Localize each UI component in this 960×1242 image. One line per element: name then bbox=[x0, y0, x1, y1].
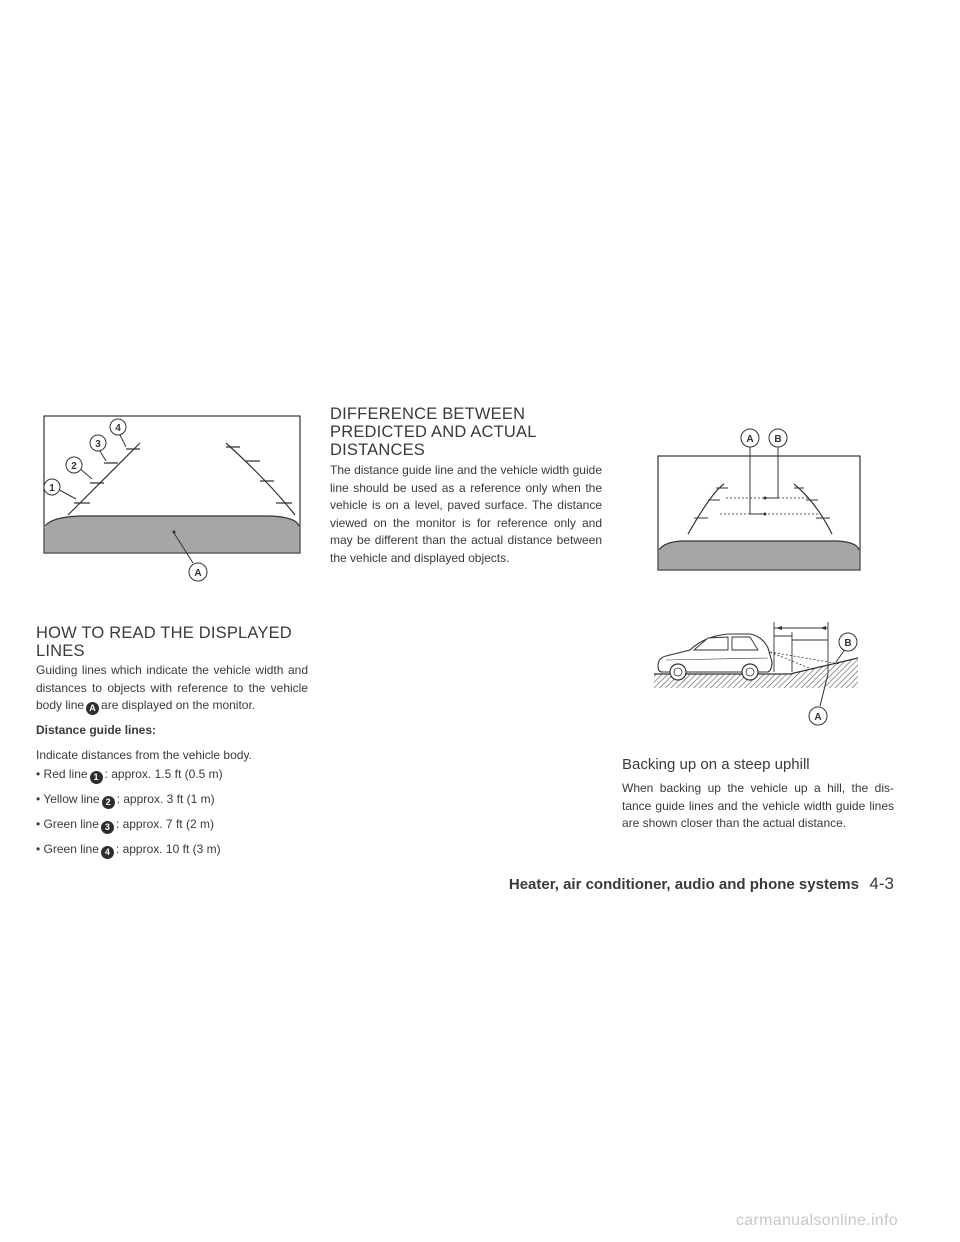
distance-lead: Indicate distances from the vehicle body. bbox=[36, 747, 252, 762]
page-footer bbox=[500, 874, 894, 894]
bullet-green-line-2m bbox=[36, 816, 308, 834]
uphill-heading: Backing up on a steep uphill bbox=[622, 756, 810, 773]
marker-1-icon: 1 bbox=[90, 771, 103, 784]
watermark-text: carmanualsonline.info bbox=[736, 1212, 898, 1229]
uphill-paragraph: When backing up the vehicle up a hill, the dis- tance guide lines and the vehicle width guide lines are shown closer than the actual distance. bbox=[622, 781, 894, 830]
bullet-text: : approx. 10 ft (3 m) bbox=[115, 842, 221, 856]
bullet-text: : approx. 3 ft (1 m) bbox=[116, 792, 215, 806]
monitor-predicted-distance-figure bbox=[652, 422, 866, 572]
bullet-text: : approx. 7 ft (2 m) bbox=[115, 817, 214, 831]
bullet-text: : approx. 1.5 ft (0.5 m) bbox=[104, 767, 223, 781]
side-label-A: A bbox=[814, 712, 822, 723]
marker-A-icon: A bbox=[86, 702, 99, 715]
marker-2-icon: 2 bbox=[102, 796, 115, 809]
monitor-label-B: B bbox=[774, 434, 782, 445]
bullet-red-line bbox=[36, 766, 308, 784]
bullet-yellow-line bbox=[36, 791, 308, 809]
how-to-read-heading: HOW TO READ THE DISPLAYED LINES bbox=[36, 624, 292, 660]
monitor-label-A: A bbox=[746, 434, 754, 445]
distance-guide-subheading: Distance guide lines: bbox=[36, 723, 157, 737]
intro-text-end: are displayed on the monitor. bbox=[101, 698, 256, 712]
bullet-prefix: • Red line bbox=[36, 767, 88, 781]
figure-label-3: 3 bbox=[95, 439, 101, 450]
how-to-read-body bbox=[36, 662, 308, 866]
figure-label-4: 4 bbox=[115, 423, 121, 434]
footer-title: Heater, air conditioner, audio and phone systems bbox=[508, 876, 859, 893]
bullet-green-line-3m bbox=[36, 841, 308, 859]
intro-text: Guiding lines which indicate the vehicle width and distances to objects with reference to the vehicle body line bbox=[36, 663, 308, 712]
figure-label-2: 2 bbox=[71, 461, 77, 472]
page-number: 4-3 bbox=[869, 874, 894, 893]
car-uphill-figure bbox=[650, 618, 865, 730]
difference-heading: DIFFERENCE BETWEEN PREDICTED AND ACTUAL DISTANCES bbox=[330, 405, 537, 459]
distance-guide-lines-figure bbox=[40, 413, 310, 588]
bullet-prefix: • Yellow line bbox=[36, 792, 100, 806]
bullet-prefix: • Green line bbox=[36, 842, 99, 856]
side-label-B: B bbox=[844, 638, 852, 649]
difference-paragraph: The distance guide line and the vehicle width guide line should be used as a reference only when the vehicle is on a level, paved surface. The distance viewed on the monitor is for reference only and may be different than the actual distance between the vehicle and displayed objects. bbox=[330, 463, 602, 565]
figure-label-A: A bbox=[194, 568, 202, 579]
marker-3-icon: 3 bbox=[101, 821, 114, 834]
marker-4-icon: 4 bbox=[101, 846, 114, 859]
intro-paragraph bbox=[36, 662, 308, 715]
bullet-prefix: • Green line bbox=[36, 817, 99, 831]
figure-label-1: 1 bbox=[49, 483, 55, 494]
